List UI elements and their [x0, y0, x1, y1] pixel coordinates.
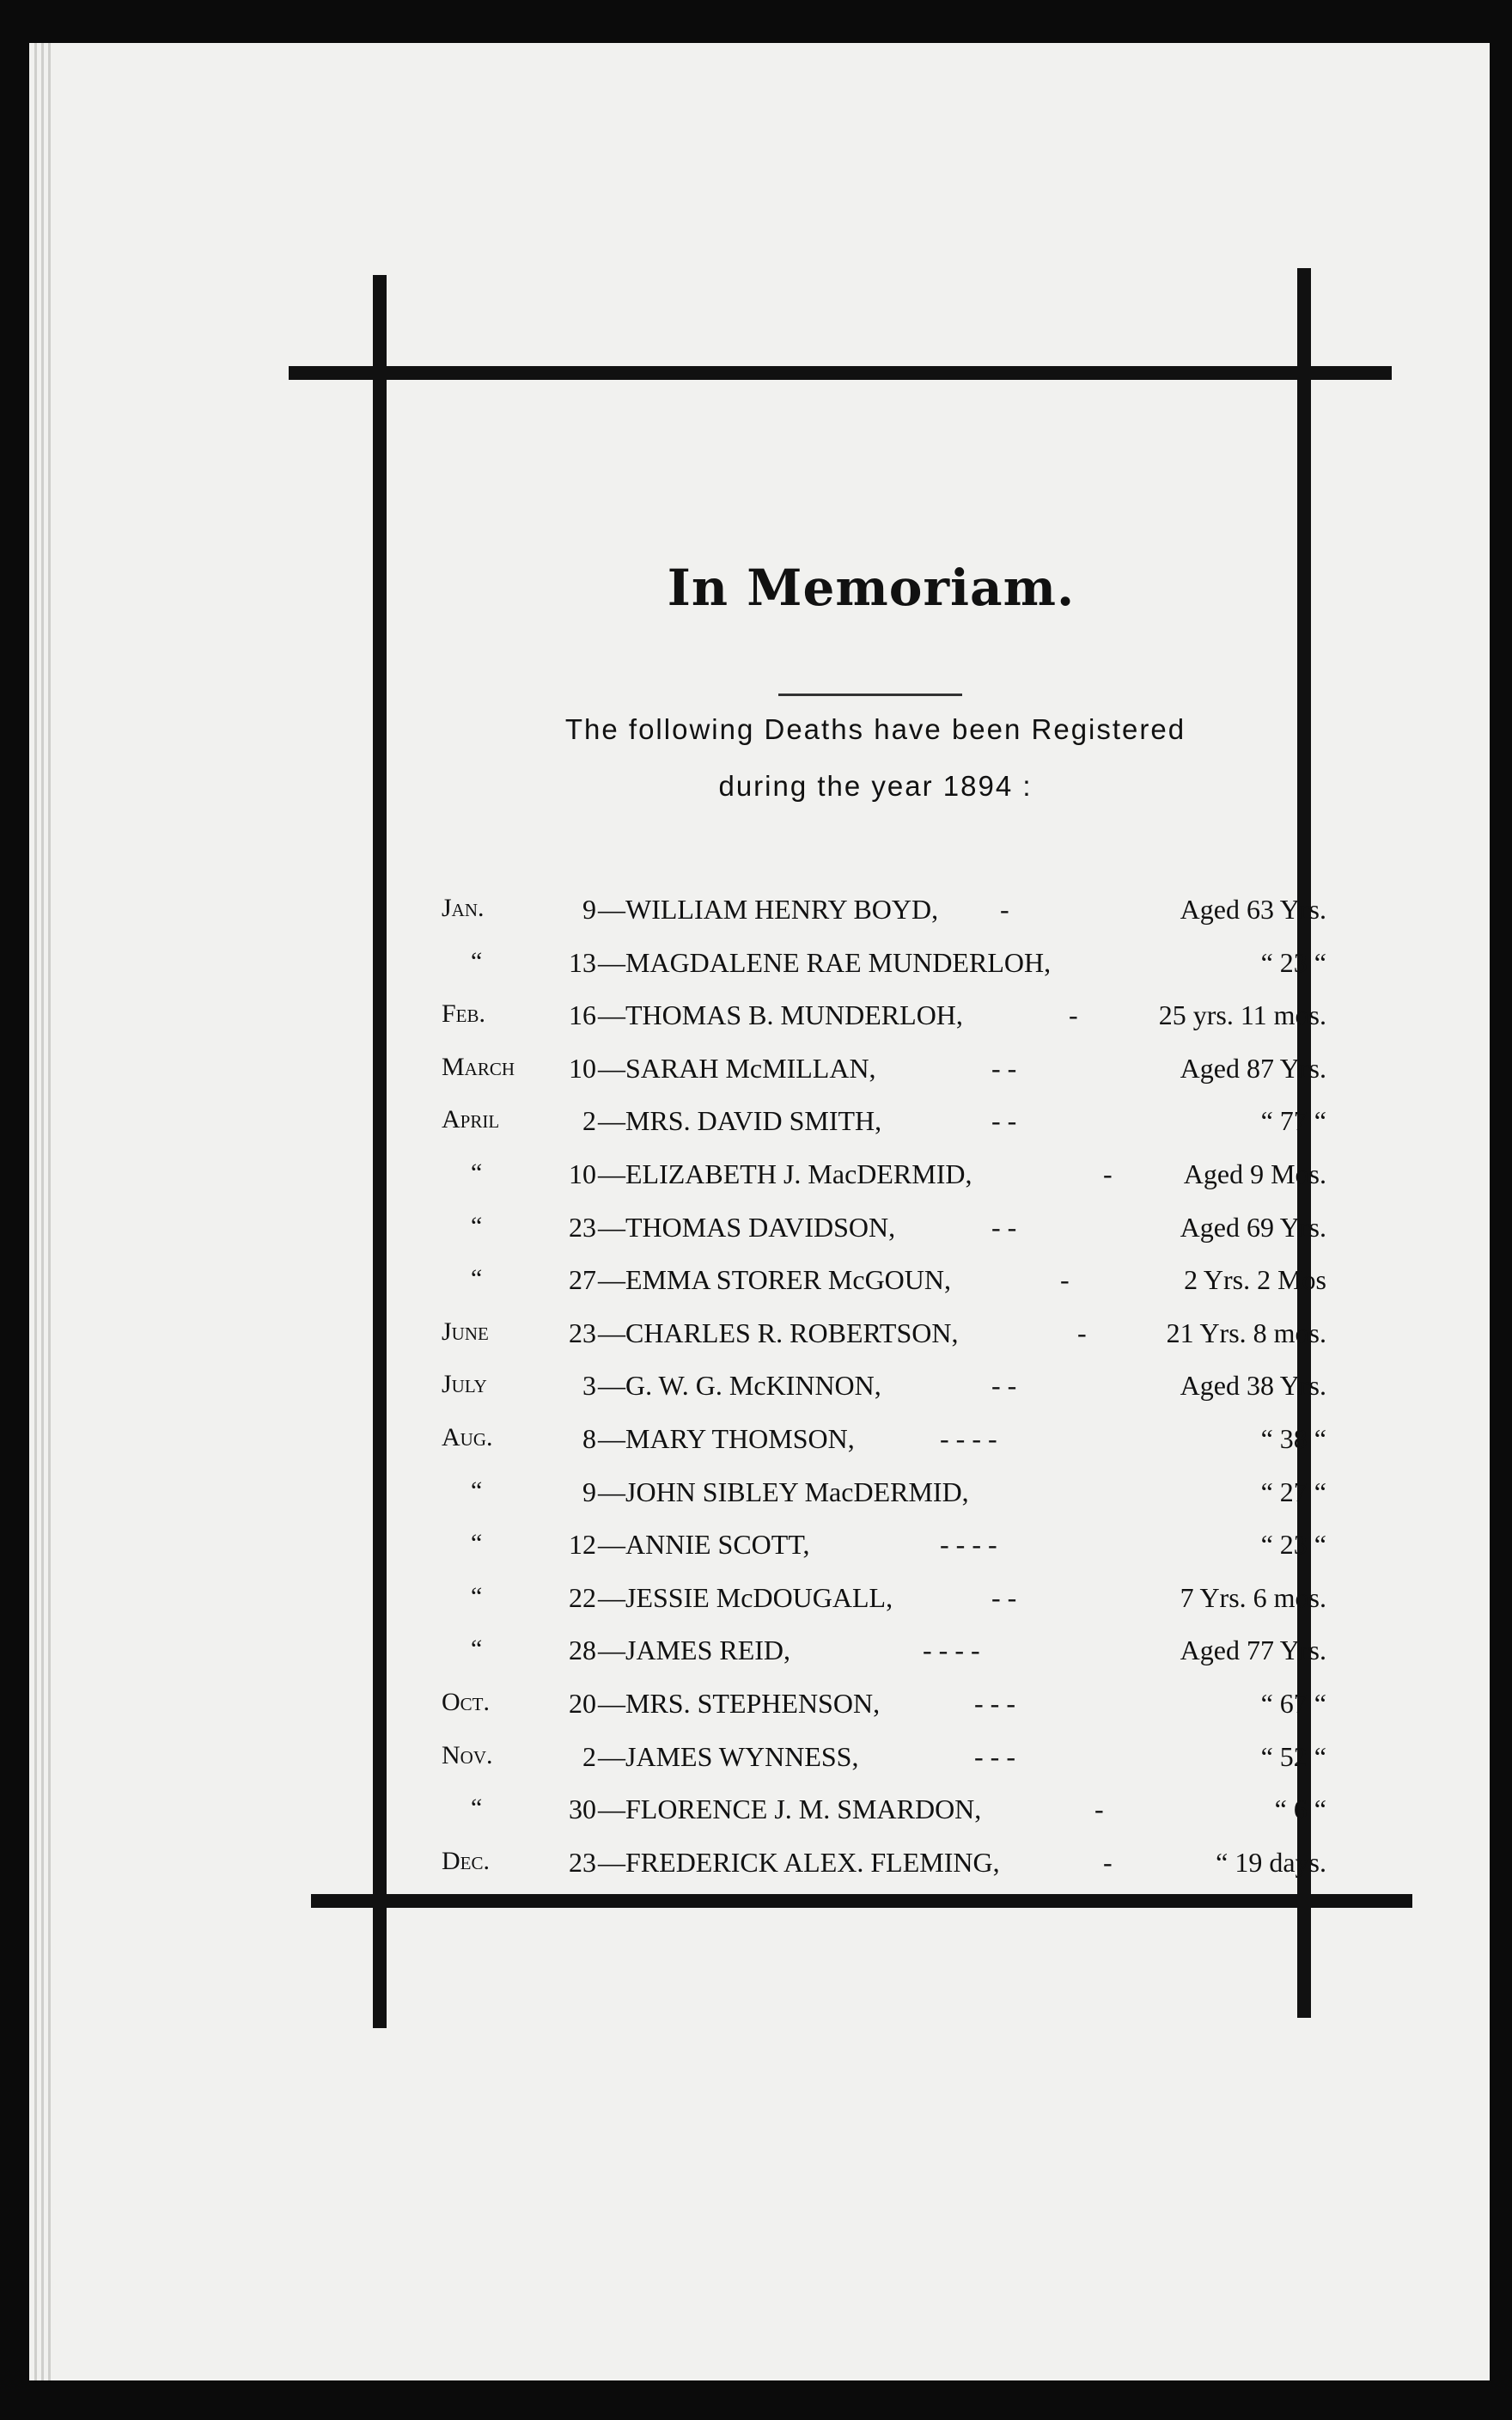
entry-age: “ 23 “: [1260, 946, 1326, 978]
register-entry: [442, 1847, 1326, 1900]
entry-leader-dashes: -: [1094, 1794, 1104, 1825]
frame-top-rule: [289, 366, 1392, 380]
entry-day: 20: [569, 1687, 596, 1719]
entry-leader-dashes: - - - -: [923, 1635, 980, 1666]
entry-day: 2: [582, 1740, 596, 1772]
entry-age: “ 19 days.: [1216, 1846, 1326, 1878]
entry-name: —JESSIE McDOUGALL,: [598, 1581, 893, 1613]
entry-month: “: [471, 1581, 483, 1610]
entry-month: Dec.: [442, 1846, 490, 1875]
register-entry: [442, 1688, 1326, 1741]
entry-month: “: [471, 1529, 483, 1558]
entry-leader-dashes: - -: [991, 1211, 1017, 1243]
entry-name: —JAMES REID,: [598, 1635, 791, 1666]
entry-leader-dashes: -: [1103, 1846, 1113, 1878]
entry-name: —CHARLES R. ROBERTSON,: [598, 1317, 959, 1348]
entry-month: Jan.: [442, 894, 485, 922]
entry-name: —JAMES WYNNESS,: [598, 1740, 859, 1772]
intro-line-1: The following Deaths have been Registered: [564, 713, 1186, 745]
page-edge: [48, 43, 51, 2380]
entry-age: 2 Yrs. 2 Mos: [1184, 1264, 1326, 1296]
entry-day: 30: [569, 1794, 596, 1825]
entry-month: Nov.: [442, 1740, 493, 1769]
entry-leader-dashes: - - -: [974, 1740, 1015, 1772]
entry-age: “ 38 “: [1260, 1422, 1326, 1454]
entry-name: —JOHN SIBLEY MacDERMID,: [598, 1476, 969, 1507]
entry-name: —MAGDALENE RAE MUNDERLOH,: [598, 946, 1052, 978]
entry-leader-dashes: -: [1077, 1317, 1087, 1348]
entry-name: —MRS. STEPHENSON,: [598, 1687, 881, 1719]
register-entry: [442, 1423, 1326, 1476]
entry-leader-dashes: - -: [991, 1105, 1017, 1137]
entry-day: 10: [569, 1158, 596, 1189]
entry-month: March: [442, 1052, 515, 1081]
register-entry: [442, 999, 1326, 1053]
entry-month: Aug.: [442, 1422, 493, 1451]
register-entry: [442, 1212, 1326, 1265]
register-entry: [442, 1582, 1326, 1635]
entry-age: “ 23 “: [1260, 1529, 1326, 1561]
entry-day: 23: [569, 1317, 596, 1348]
entry-age: Aged 69 Yrs.: [1180, 1211, 1326, 1243]
entry-leader-dashes: - -: [991, 1052, 1017, 1084]
entry-day: 22: [569, 1581, 596, 1613]
entry-month: “: [471, 1476, 483, 1505]
entry-age: Aged 63 Yrs.: [1180, 894, 1326, 925]
register-entry: [442, 1370, 1326, 1423]
entry-leader-dashes: - - -: [974, 1687, 1015, 1719]
entry-leader-dashes: - - - -: [940, 1529, 997, 1561]
entry-name: —ANNIE SCOTT,: [598, 1529, 810, 1561]
entry-age: 21 Yrs. 8 mos.: [1166, 1317, 1326, 1348]
entry-month: April: [442, 1105, 500, 1134]
register-entry: [442, 1741, 1326, 1794]
entry-month: “: [471, 946, 483, 975]
register-entry: [442, 894, 1326, 947]
entry-age: Aged 87 Yrs.: [1180, 1052, 1326, 1084]
entry-name: —MRS. DAVID SMITH,: [598, 1105, 882, 1137]
entry-leader-dashes: - -: [991, 1370, 1017, 1402]
entry-leader-dashes: -: [1000, 894, 1009, 925]
title-divider: [778, 694, 962, 696]
entry-day: 27: [569, 1264, 596, 1296]
entry-leader-dashes: -: [1069, 999, 1078, 1031]
entry-name: —THOMAS DAVIDSON,: [598, 1211, 896, 1243]
entry-age: “ 6 “: [1274, 1794, 1326, 1825]
entry-age: “ 27 “: [1260, 1476, 1326, 1507]
entry-age: Aged 77 Yrs.: [1180, 1635, 1326, 1666]
entry-day: 8: [582, 1422, 596, 1454]
entry-age: “ 52 “: [1260, 1740, 1326, 1772]
entry-age: “ 77 “: [1260, 1105, 1326, 1137]
entry-day: 13: [569, 946, 596, 978]
entry-day: 12: [569, 1529, 596, 1561]
entry-name: —FREDERICK ALEX. FLEMING,: [598, 1846, 1000, 1878]
entry-day: 9: [582, 1476, 596, 1507]
entry-age: “ 67 “: [1260, 1687, 1326, 1719]
entry-month: “: [471, 1794, 483, 1823]
entry-name: —FLORENCE J. M. SMARDON,: [598, 1794, 982, 1825]
entry-name: —WILLIAM HENRY BOYD,: [598, 894, 939, 925]
entry-name: —MARY THOMSON,: [598, 1422, 855, 1454]
frame-left-rule: [373, 275, 387, 2028]
register-entry: [442, 1794, 1326, 1847]
memorial-page: [29, 43, 1490, 2380]
entry-month: “: [471, 1158, 483, 1187]
register-entry: [442, 1476, 1326, 1530]
entry-leader-dashes: - -: [991, 1581, 1017, 1613]
entry-name: —THOMAS B. MUNDERLOH,: [598, 999, 963, 1031]
entry-name: —G. W. G. McKINNON,: [598, 1370, 881, 1402]
entry-day: 23: [569, 1211, 596, 1243]
register-entry: [442, 1635, 1326, 1688]
entry-month: Feb.: [442, 999, 486, 1029]
entry-name: —EMMA STORER McGOUN,: [598, 1264, 951, 1296]
entry-month: June: [442, 1317, 489, 1346]
register-entry: [442, 1053, 1326, 1106]
entry-name: —ELIZABETH J. MacDERMID,: [598, 1158, 972, 1189]
entry-day: 3: [582, 1370, 596, 1402]
intro-line-2: during the year 1894 :: [718, 770, 1033, 802]
entry-age: Aged 38 Yrs.: [1180, 1370, 1326, 1402]
entry-age: Aged 9 Mos.: [1183, 1158, 1326, 1189]
register-entry: [442, 1105, 1326, 1158]
entry-month: Oct.: [442, 1687, 490, 1716]
entry-leader-dashes: -: [1060, 1264, 1070, 1296]
entry-day: 28: [569, 1635, 596, 1666]
register-entry: [442, 1264, 1326, 1317]
entry-day: 2: [582, 1105, 596, 1137]
entry-day: 23: [569, 1846, 596, 1878]
register-entry: [442, 1529, 1326, 1582]
entry-age: 7 Yrs. 6 mos.: [1180, 1581, 1326, 1613]
entry-month: “: [471, 1211, 483, 1240]
entry-name: —SARAH McMILLAN,: [598, 1052, 876, 1084]
entry-leader-dashes: -: [1103, 1158, 1113, 1189]
register-entry: [442, 1158, 1326, 1212]
entry-day: 9: [582, 894, 596, 925]
entry-age: 25 yrs. 11 mos.: [1158, 999, 1326, 1031]
entry-day: 16: [569, 999, 596, 1031]
register-entry: [442, 1317, 1326, 1371]
entry-month: “: [471, 1635, 483, 1664]
entry-leader-dashes: - - - -: [940, 1422, 997, 1454]
entry-month: July: [442, 1370, 487, 1399]
death-register-list: [442, 894, 1326, 1899]
page-title: In Memoriam.: [667, 559, 1076, 617]
entry-day: 10: [569, 1052, 596, 1084]
page-edge: [41, 43, 44, 2380]
page-edge: [34, 43, 37, 2380]
entry-month: “: [471, 1264, 483, 1293]
register-entry: [442, 947, 1326, 1000]
